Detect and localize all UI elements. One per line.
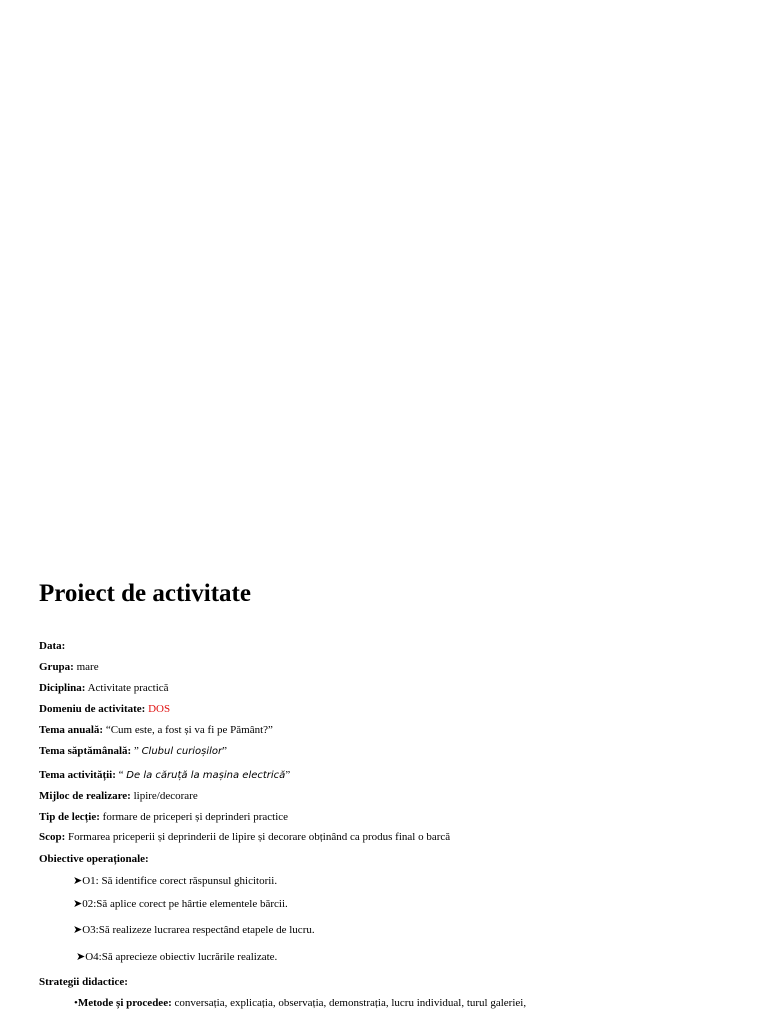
domeniu-label: Domeniu de activitate:	[39, 703, 146, 715]
arrow-icon: ➤	[73, 923, 83, 936]
objective-text: O4:Să aprecieze obiectiv lucrările realizate.	[85, 951, 278, 963]
tema-activitatii-label: Tema activității:	[39, 769, 116, 781]
tema-saptamanala-open-quote: ”	[133, 745, 142, 757]
data-label: Data:	[39, 640, 66, 652]
grupa-value: mare	[76, 661, 99, 673]
arrow-icon: ➤	[73, 897, 83, 910]
mijloc-label: Mijloc de realizare:	[39, 790, 131, 802]
page-title: Proiect de activitate	[39, 580, 251, 607]
bullet-icon: •	[74, 997, 78, 1009]
arrow-icon: ➤	[73, 874, 83, 887]
objective-text: 02:Să aplice corect pe hârtie elementele bărcii.	[82, 898, 288, 910]
tema-saptamanala-close-quote: ”	[222, 745, 228, 757]
field-obiective	[39, 852, 149, 866]
field-domeniu	[39, 702, 170, 716]
field-grupa	[39, 660, 99, 674]
mijloc-value: lipire/decorare	[133, 790, 198, 802]
obiective-label: Obiective operaționale:	[39, 853, 149, 865]
objective-item	[73, 897, 288, 911]
field-tema-activitatii	[39, 768, 290, 783]
field-tema-saptamanala	[39, 744, 227, 759]
domeniu-value: DOS	[148, 703, 171, 715]
tip-lectie-value: formare de priceperi și deprinderi practice	[102, 811, 289, 823]
objective-item	[73, 874, 277, 888]
tema-activitatii-close-quote: ”	[285, 769, 291, 781]
scop-value: Formarea priceperii și deprinderii de lipire și decorare obținând ca produs final o barcă	[68, 831, 451, 843]
metode-value: conversația, explicația, observația, demonstrația, lucru individual, turul galeriei,	[174, 997, 527, 1009]
tip-lectie-label: Tip de lecție:	[39, 811, 100, 823]
objective-item	[73, 923, 315, 937]
metode-label: Metode și procedee:	[77, 997, 172, 1009]
arrow-icon: ➤	[76, 950, 86, 963]
scop-label: Scop:	[39, 831, 66, 843]
objective-text: O3:Să realizeze lucrarea respectând etapele de lucru.	[82, 924, 315, 936]
field-mijloc	[39, 789, 198, 803]
grupa-label: Grupa:	[39, 661, 74, 673]
strategii-label: Strategii didactice:	[39, 976, 128, 988]
field-data	[39, 639, 65, 653]
diciplina-label: Diciplina:	[39, 682, 86, 694]
objective-item	[76, 950, 277, 964]
tema-saptamanala-value: Clubul curioșilor	[141, 746, 223, 757]
diciplina-value: Activitate practică	[87, 682, 169, 694]
objective-text: O1: Să identifice corect răspunsul ghicitorii.	[82, 875, 278, 887]
field-strategii	[39, 975, 128, 989]
field-tip-lectie	[39, 810, 288, 824]
tema-saptamanala-label: Tema săptămânală:	[39, 745, 132, 757]
metode-item	[74, 996, 526, 1010]
tema-anuala-label: Tema anuală:	[39, 724, 104, 736]
field-scop	[39, 830, 450, 844]
tema-activitatii-value: De la căruță la mașina electrică	[126, 770, 286, 781]
tema-anuala-value: “Cum este, a fost și va fi pe Pământ?”	[105, 724, 273, 736]
field-tema-anuala	[39, 723, 273, 737]
field-diciplina	[39, 681, 169, 695]
tema-activitatii-open-quote: “	[118, 769, 127, 781]
